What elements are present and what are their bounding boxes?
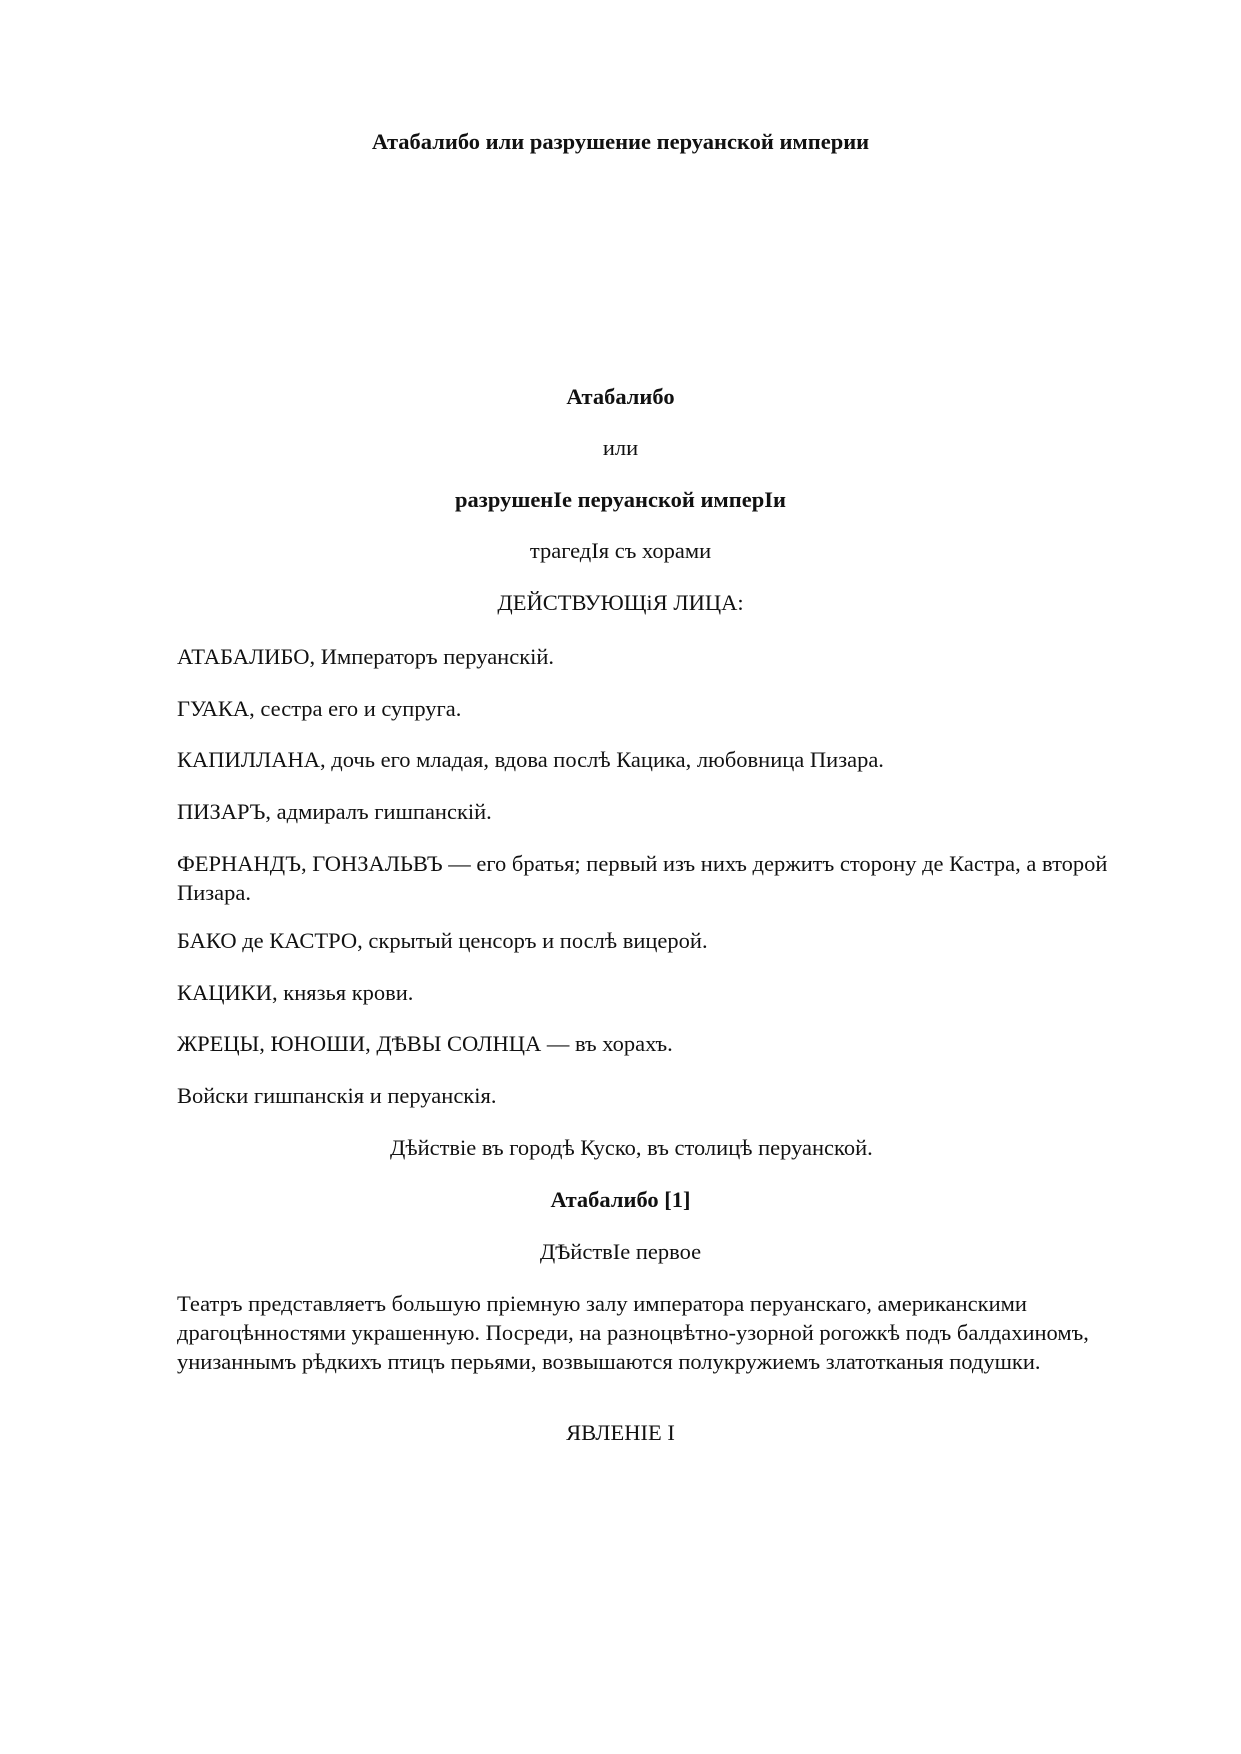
act-number: ДѢйствIе первое [539, 1239, 702, 1264]
cast-item: КАПИЛЛАНА, дочь его младая, вдова послѣ Кацика, любовница Пизара. [177, 747, 884, 772]
play-subtitle: разрушенIе перуанской имперIи [455, 487, 786, 512]
play-title: Атабалибо [566, 384, 675, 409]
play-genre: трагедIя съ хорами [529, 538, 712, 563]
cast-item: БАКО де КАСТРО, скрытый ценсоръ и послѣ вицерой. [177, 928, 708, 953]
setting-note: Дѣйствiе въ городѣ Куско, въ столицѣ перуанской. [390, 1135, 873, 1160]
title-conjunction: или [602, 435, 639, 460]
cast-item: ГУАКА, сестра его и супруга. [177, 696, 462, 721]
stage-direction: Театръ представляетъ большую прiемную залу императора перуанскаго, американскими драгоцѣнностями украшенную. Посреди, на разноцвѣтно-узорной рогожкѣ подъ балдахиномъ, унизаннымъ рѣдкихъ птицъ перьями, возвышаются полукружиемъ златотканыя подушки. [177, 1291, 1089, 1374]
main-title: Атабалибо или разрушение перуанской империи [371, 129, 870, 154]
act-title: Атабалибо [1] [550, 1187, 691, 1212]
cast-heading: ДЕЙСТВУЮЩiЯ ЛИЦА: [497, 590, 744, 615]
cast-item: ЖРЕЦЫ, ЮНОШИ, ДѢВЫ СОЛНЦА — въ хорахъ. [177, 1031, 673, 1056]
cast-item: ПИЗАРЪ, адмиралъ гишпанскiй. [177, 799, 492, 824]
cast-item: ФЕРНАНДЪ, ГОНЗАЛЬВЪ — его братья; первый изъ нихъ держитъ сторону де Кастра, а второй Пизара. [177, 851, 1108, 905]
cast-item: АТАБАЛИБО, Императоръ перуанскiй. [177, 644, 555, 669]
scene-heading: ЯВЛЕНIЕ I [566, 1420, 675, 1445]
cast-item: Войски гишпанскiя и перуанскiя. [177, 1083, 497, 1108]
cast-item: КАЦИКИ, князья крови. [177, 980, 414, 1005]
